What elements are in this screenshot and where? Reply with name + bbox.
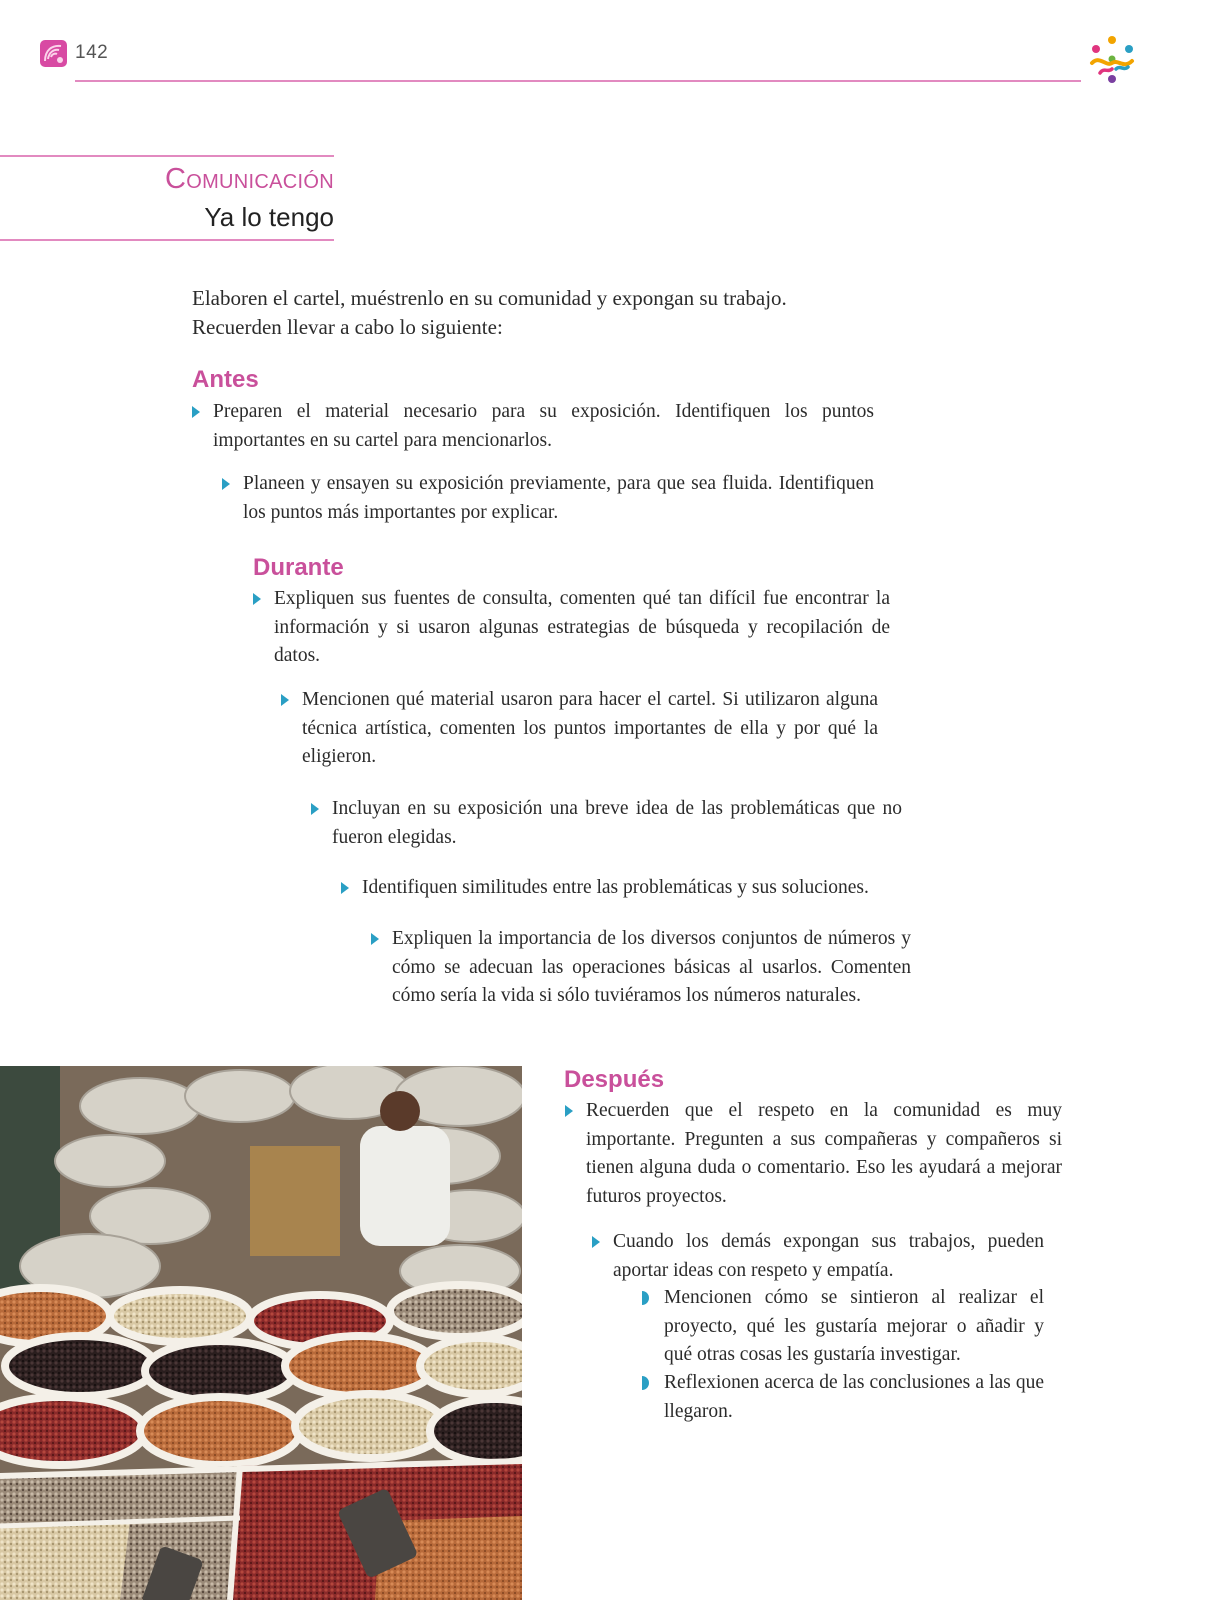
durante-item-5 <box>371 925 911 1011</box>
durante-item-1 <box>253 585 890 671</box>
durante-item-2 <box>281 686 878 772</box>
bullet-arrow-icon <box>592 1236 600 1248</box>
durante-item-5-text: Expliquen la importancia de los diversos conjuntos de números y cómo se adecuan las operaciones básicas al usarlos. Comenten cómo sería la vida si sólo tuviéramos los números naturales. <box>392 928 911 1006</box>
section-rule-bottom <box>0 239 334 241</box>
antes-item-2-text: Planeen y ensayen su exposición previamente, para que sea fluida. Identifiquen los puntos más importantes por explicar. <box>243 473 874 523</box>
page-number: 142 <box>75 42 109 63</box>
intro-line-1: Elaboren el cartel, muéstrenlo en su comunidad y expongan su trabajo. <box>192 286 787 310</box>
despues-item-2 <box>592 1228 1044 1285</box>
durante-item-4 <box>341 874 921 903</box>
half-circle-bullet-icon <box>642 1376 649 1390</box>
despues-subitem-2-text: Reflexionen acerca de las conclusiones a las que llegaron. <box>664 1372 1044 1422</box>
durante-item-1-text: Expliquen sus fuentes de consulta, comenten qué tan difícil fue encontrar la información y si usaron algunas estrategias de búsqueda y recopilación de datos. <box>274 588 890 666</box>
bullet-arrow-icon <box>222 478 230 490</box>
colorful-figures-logo <box>1086 33 1138 85</box>
durante-heading: Durante <box>253 554 344 581</box>
intro-line-2: Recuerden llevar a cabo lo siguiente: <box>192 315 503 339</box>
despues-heading: Después <box>564 1066 665 1093</box>
section-title: Comunicación <box>165 163 334 195</box>
despues-subitem-2 <box>643 1369 1044 1426</box>
durante-item-2-text: Mencionen qué material usaron para hacer el cartel. Si utilizaron alguna técnica artística, comenten los puntos importantes de ella y por qué la eligieron. <box>302 689 878 767</box>
durante-item-3 <box>311 795 902 852</box>
bullet-arrow-icon <box>281 694 289 706</box>
antes-item-1 <box>192 398 874 455</box>
bullet-arrow-icon <box>311 803 319 815</box>
bullet-arrow-icon <box>565 1105 573 1117</box>
durante-item-3-text: Incluyan en su exposición una breve idea de las problemáticas que no fueron elegidas. <box>332 798 902 848</box>
antes-item-1-text: Preparen el material necesario para su exposición. Identifiquen los puntos importantes en su cartel para mencionarlos. <box>213 401 874 451</box>
bullet-arrow-icon <box>341 882 349 894</box>
durante-item-4-text: Identifiquen similitudes entre las problemáticas y sus soluciones. <box>362 877 869 898</box>
bullet-arrow-icon <box>253 593 261 605</box>
despues-item-2-text: Cuando los demás expongan sus trabajos, pueden aportar ideas con respeto y empatía. <box>613 1231 1044 1281</box>
antes-item-2 <box>222 470 874 527</box>
bullet-arrow-icon <box>371 933 379 945</box>
despues-subitem-1 <box>643 1284 1044 1370</box>
despues-subitem-1-text: Mencionen cómo se sintieron al realizar el proyecto, qué les gustaría mejorar o añadir y qué otras cosas les gustaría investigar. <box>664 1287 1044 1365</box>
section-subtitle: Ya lo tengo <box>204 202 334 232</box>
despues-item-1-text: Recuerden que el respeto en la comunidad es muy importante. Pregunten a sus compañeras y compañeros si tienen alguna duda o comentario. Eso les ayudará a mejorar futuros proyectos. <box>586 1100 1062 1207</box>
antes-heading: Antes <box>192 366 259 393</box>
header-rule <box>75 80 1081 82</box>
bullet-arrow-icon <box>192 406 200 418</box>
intro-paragraph <box>192 284 892 342</box>
pink-glyph-icon <box>40 40 67 67</box>
half-circle-bullet-icon <box>642 1291 649 1305</box>
market-beans-photo <box>0 1066 522 1600</box>
section-rule-top <box>0 155 334 157</box>
despues-item-1 <box>565 1097 1062 1211</box>
